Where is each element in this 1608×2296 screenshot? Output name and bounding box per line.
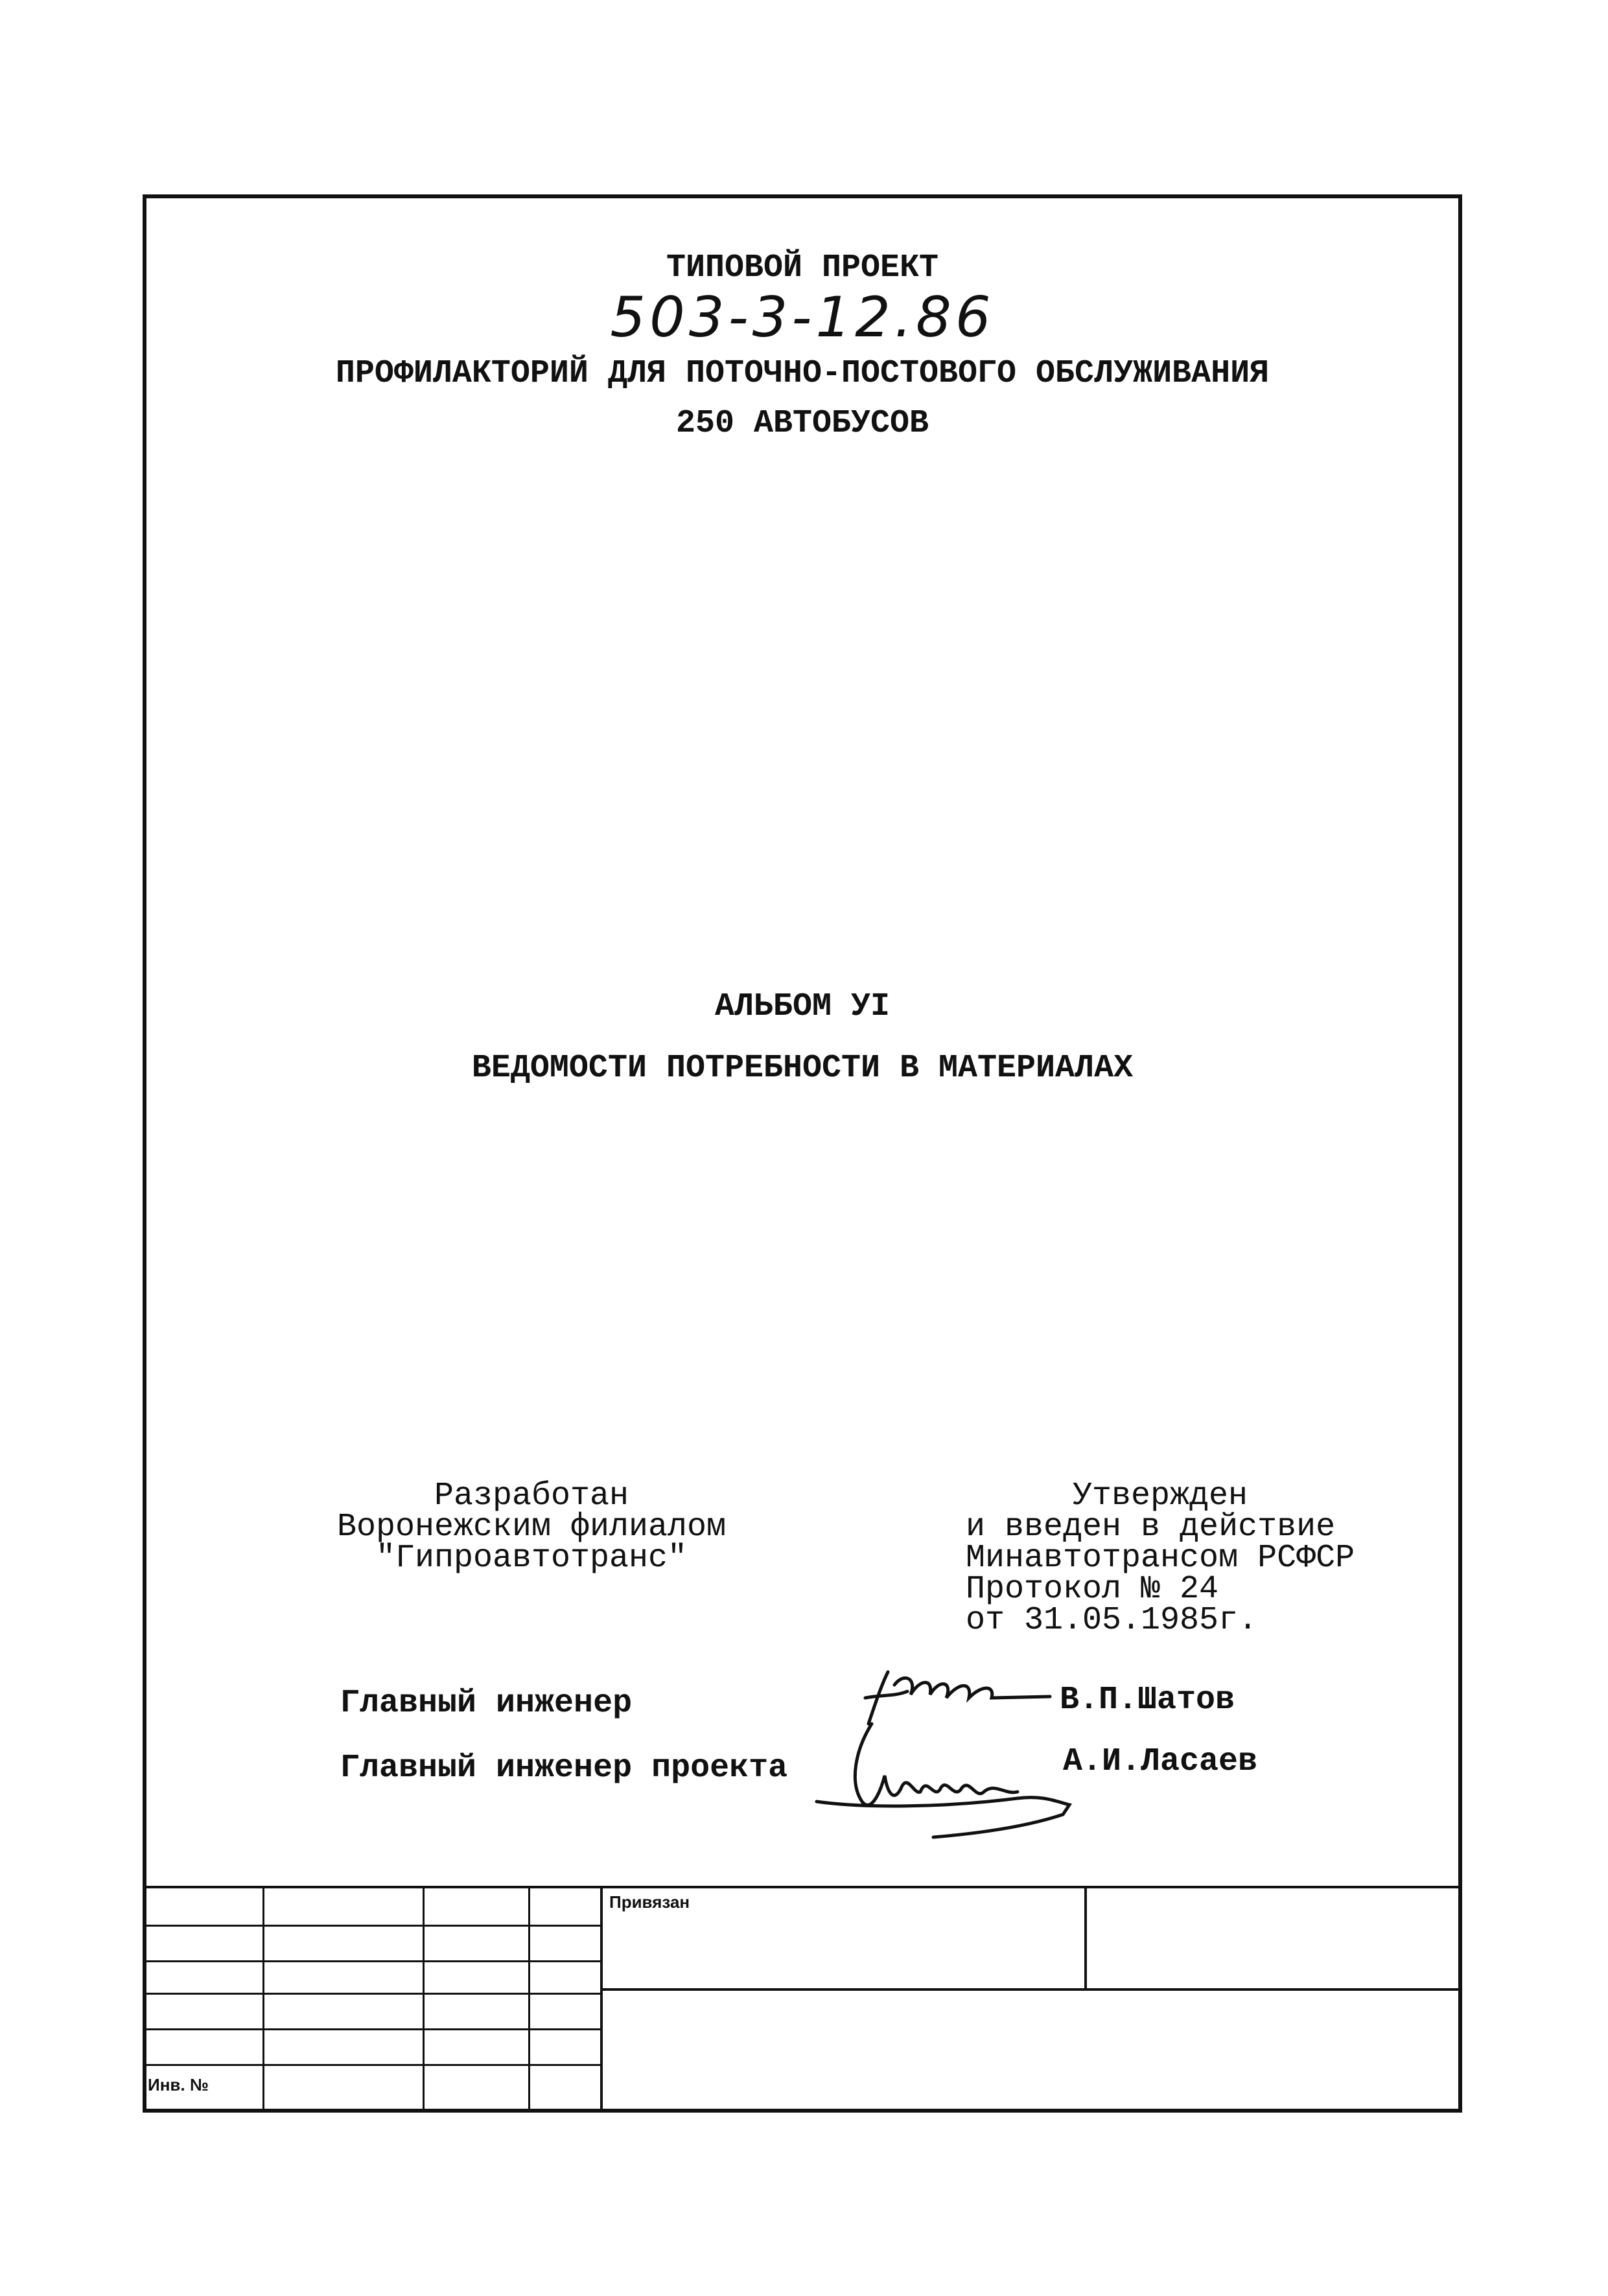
tb-hline-2 [143, 1960, 600, 1962]
approval-line5: от 31.05.1985г. [966, 1602, 1258, 1639]
developer-block [311, 1478, 752, 1577]
tb-top-border [143, 1886, 1462, 1888]
tb-vline-2 [423, 1886, 425, 2113]
approval-line4: Протокол № 24 [966, 1571, 1219, 1608]
project-subtitle-line2: 250 АВТОБУСОВ [675, 405, 929, 442]
approval-line3: Минавтотрансом РСФСР [966, 1540, 1355, 1577]
title-block [143, 1886, 1462, 2113]
approval-line1: Утвержден [1072, 1478, 1248, 1514]
developer-line2: Воронежским филиалом [336, 1509, 727, 1546]
developer-line3: "Гипроавтотранс" [375, 1540, 688, 1577]
tb-hline-right [600, 1988, 1462, 1991]
project-subtitle-line1: ПРОФИЛАКТОРИЙ ДЛЯ ПОТОЧНО-ПОСТОВОГО ОБСЛУЖИВАНИЯ [335, 355, 1270, 392]
inventory-label: Инв. № [148, 2075, 209, 2094]
developer-line1: Разработан [434, 1478, 629, 1514]
tb-hline-4 [143, 2028, 600, 2030]
drawing-frame [143, 194, 1462, 2113]
signature-name-chief-project-engineer: А.И.Ласаев [1063, 1743, 1258, 1780]
tb-hline-1 [143, 1925, 600, 1927]
tb-hline-5 [143, 2064, 600, 2066]
album-title: АЛЬБОМ УI [714, 988, 891, 1025]
album-subtitle: ВЕДОМОСТИ ПОТРЕБНОСТИ В МАТЕРИАЛАХ [471, 1050, 1134, 1087]
approval-block [959, 1478, 1361, 1639]
tb-vline-5 [1084, 1886, 1087, 1989]
signature-role-chief-project-engineer: Главный инженер проекта [340, 1750, 788, 1787]
tb-hline-3 [143, 1993, 600, 1995]
tb-vline-4 [600, 1886, 603, 2113]
project-number: 503-3-12.86 [610, 285, 995, 350]
title-label: ТИПОВОЙ ПРОЕКТ [666, 249, 939, 286]
signature-lasaev-icon [810, 1711, 1108, 1840]
tb-vline-1 [262, 1886, 264, 2113]
approval-line2: и введен в действие [966, 1509, 1336, 1546]
tb-vline-3 [528, 1886, 530, 2113]
attached-label: Привязан [609, 1892, 690, 1912]
signature-role-chief-engineer: Главный инженер [340, 1685, 633, 1722]
signature-name-chief-engineer: В.П.Шатов [1060, 1682, 1235, 1719]
